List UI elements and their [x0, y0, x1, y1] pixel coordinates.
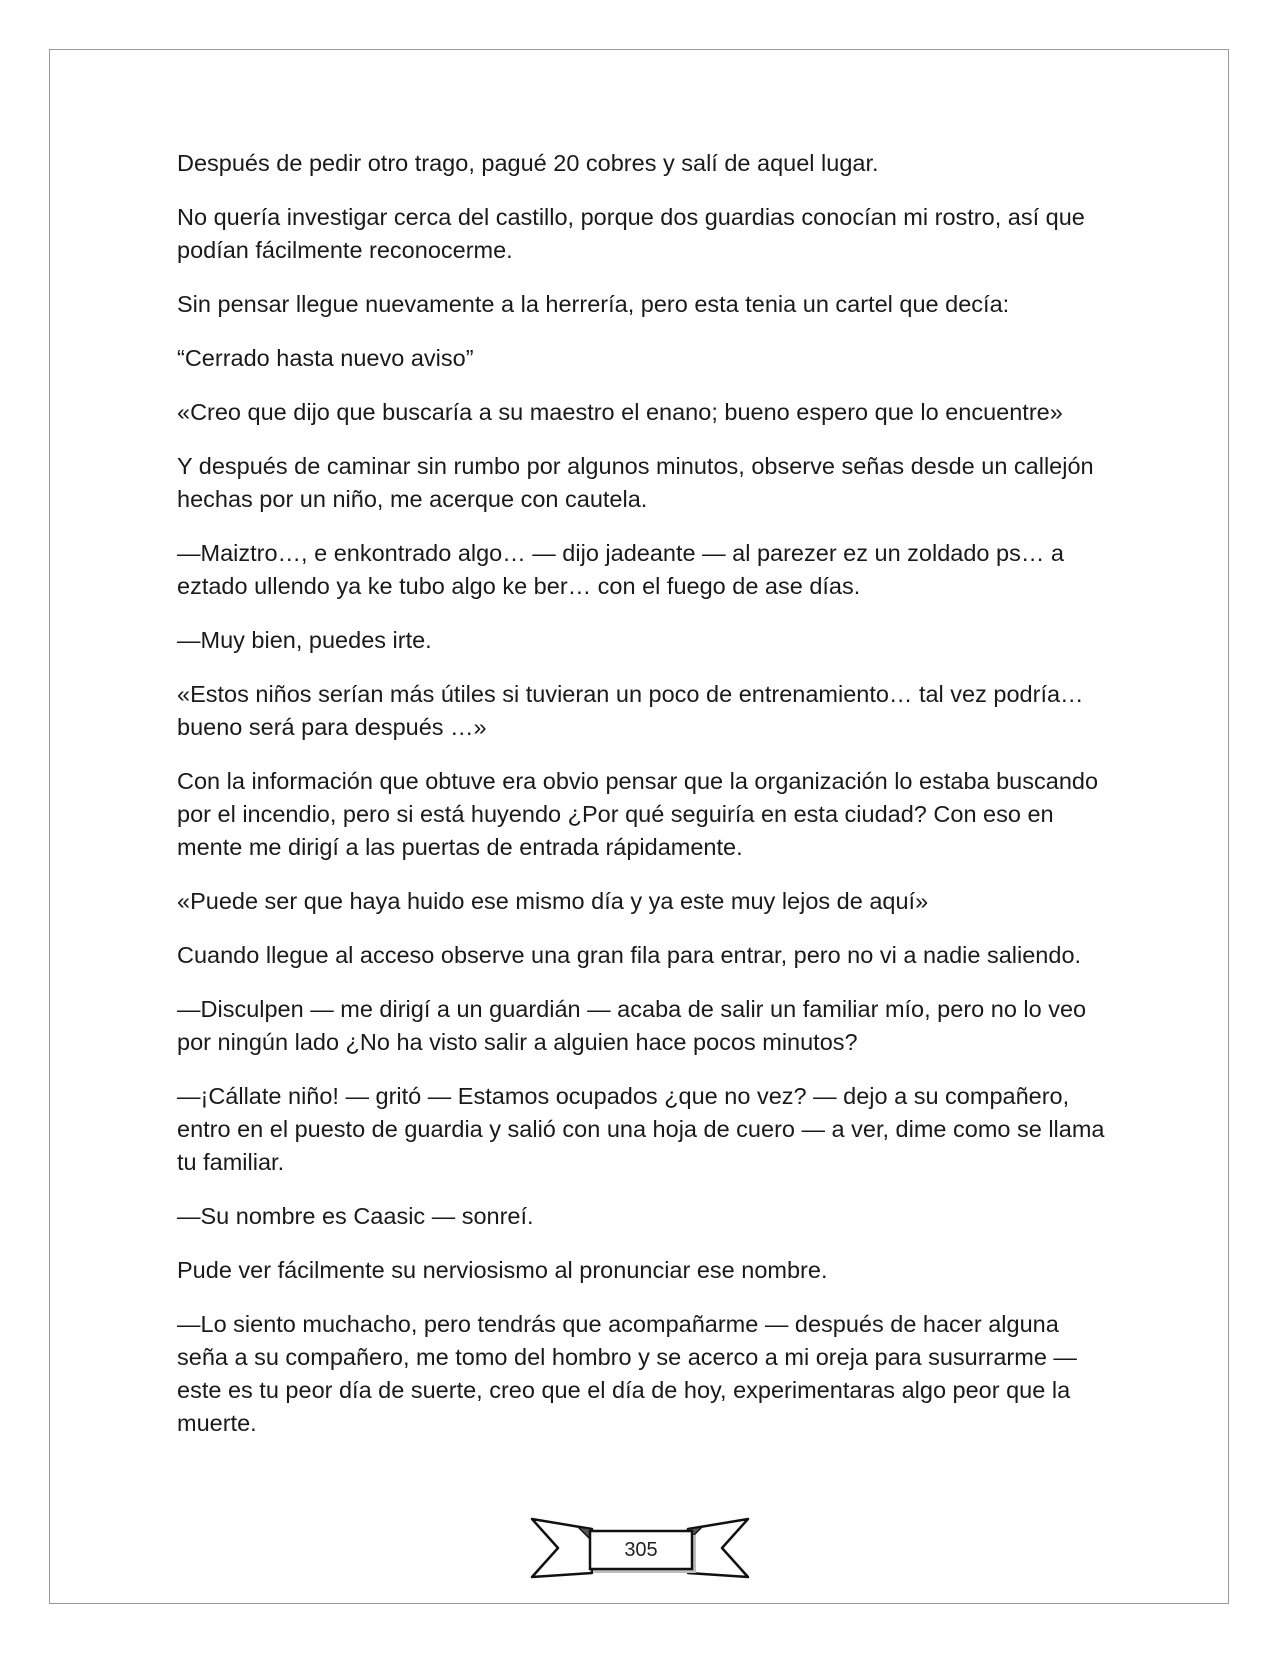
page-number-banner — [530, 1515, 750, 1591]
body-text — [177, 147, 1107, 1461]
paragraph: Pude ver fácilmente su nerviosismo al pronunciar ese nombre. — [177, 1257, 828, 1283]
paragraph: «Creo que dijo que buscaría a su maestro el enano; bueno espero que lo encuentre» — [177, 399, 1063, 425]
paragraph: Cuando llegue al acceso observe una gran fila para entrar, pero no vi a nadie saliendo. — [177, 942, 1082, 968]
paragraph: “Cerrado hasta nuevo aviso” — [177, 345, 474, 371]
paragraph: —Maiztro…, e enkontrado algo… — dijo jadeante — al parezer ez un zoldado ps… a eztado ullendo ya ke tubo algo ke ber… con el fuego de ase días. — [177, 540, 1064, 599]
paragraph: —Lo siento muchacho, pero tendrás que acompañarme — después de hacer alguna seña a su compañero, me tomo del hombro y se acerco a mi oreja para susurrarme — este es tu peor día de suerte, creo que el día de hoy, experimentaras algo peor que la muerte. — [177, 1311, 1077, 1436]
paragraph: Con la información que obtuve era obvio pensar que la organización lo estaba buscando por el incendio, pero si está huyendo ¿Por qué seguiría en esta ciudad? Con eso en mente me dirigí a las puertas de entrada rápidamente. — [177, 768, 1099, 860]
paragraph: —¡Cállate niño! — gritó — Estamos ocupados ¿que no vez? — dejo a su compañero, entro en el puesto de guardia y salió con una hoja de cuero — a ver, dime como se llama tu familiar. — [177, 1083, 1105, 1175]
paragraph: —Su nombre es Caasic — sonreí. — [177, 1203, 534, 1229]
paragraph: Sin pensar llegue nuevamente a la herrería, pero esta tenia un cartel que decía: — [177, 291, 1010, 317]
paragraph: No quería investigar cerca del castillo, porque dos guardias conocían mi rostro, así que podían fácilmente reconocerme. — [177, 204, 1085, 263]
paragraph: Y después de caminar sin rumbo por algunos minutos, observe señas desde un callejón hechas por un niño, me acerque con cautela. — [177, 453, 1094, 512]
paragraph: —Disculpen — me dirigí a un guardián — acaba de salir un familiar mío, pero no lo veo por ningún lado ¿No ha visto salir a alguien hace pocos minutos? — [177, 996, 1087, 1055]
paragraph: —Muy bien, puedes irte. — [177, 627, 432, 653]
page-number: 305 — [624, 1539, 658, 1561]
paragraph: «Puede ser que haya huido ese mismo día y ya este muy lejos de aquí» — [177, 888, 929, 914]
paragraph: «Estos niños serían más útiles si tuvieran un poco de entrenamiento… tal vez podría… bueno será para después …» — [177, 681, 1084, 740]
paragraph: Después de pedir otro trago, pagué 20 cobres y salí de aquel lugar. — [177, 150, 879, 176]
